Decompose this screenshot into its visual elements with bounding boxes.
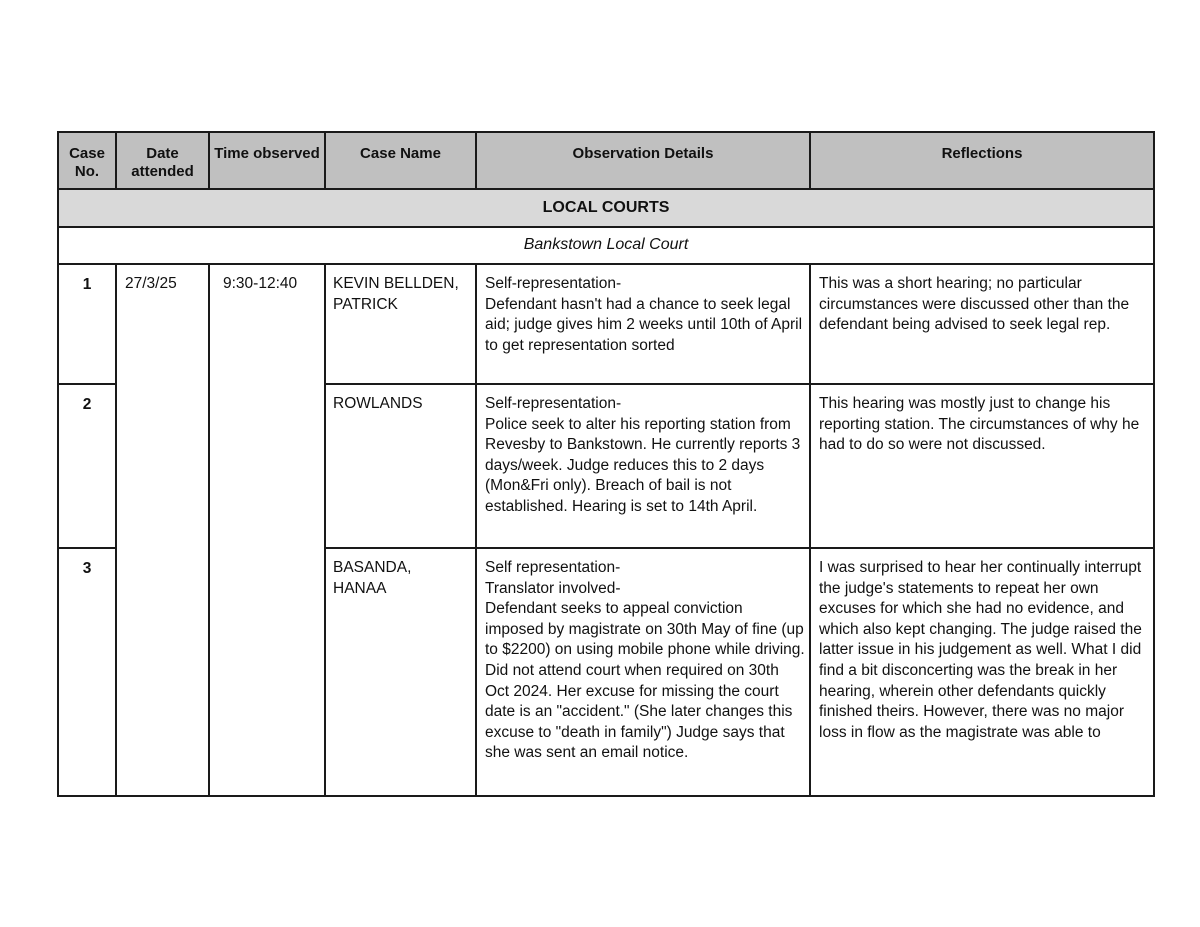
section-row xyxy=(58,189,1154,227)
details-line: Self representation- xyxy=(485,559,621,576)
details-line: Defendant hasn't had a chance to seek legal aid; judge gives him 2 weeks until 10th of April to get representation sorted xyxy=(485,295,803,354)
court-name: Bankstown Local Court xyxy=(58,227,1154,264)
details-line: Self-representation- xyxy=(485,275,622,292)
time-observed: 9:30-12:40 xyxy=(209,264,325,796)
case-name: ROWLANDS xyxy=(325,384,476,548)
details-line: Defendant seeks to appeal conviction imposed by magistrate on 30th May of fine (up to $2200) on using mobile phone while driving. Did not attend court when required on 30th Oct 2024. Her excuse for missing the court date is an "accident." (She later changes this excuse to "death in family") Judge says that she was sent an email notice. xyxy=(485,600,805,762)
section-title: LOCAL COURTS xyxy=(58,189,1154,227)
details-line: Police seek to alter his reporting station from Revesby to Bankstown. He currently reports 3 days/week. Judge reduces this to 2 days (Mon&Fri only). Breach of bail is not established. Hearing is set to 14th April. xyxy=(485,415,801,515)
case-number: 1 xyxy=(58,264,116,384)
observation-details xyxy=(476,548,810,796)
observation-details xyxy=(476,264,810,384)
date-attended: 27/3/25 xyxy=(116,264,209,796)
case-name: KEVIN BELLDEN, PATRICK xyxy=(325,264,476,384)
observation-table xyxy=(57,131,1155,797)
header-row xyxy=(58,132,1154,189)
header-time-observed: Time observed xyxy=(209,132,325,189)
reflection: This was a short hearing; no particular circumstances were discussed other than the defendant being advised to seek legal rep. xyxy=(810,264,1154,384)
header-case-name: Case Name xyxy=(325,132,476,189)
case-number: 2 xyxy=(58,384,116,548)
case-name: BASANDA, HANAA xyxy=(325,548,476,796)
details-line: Self-representation- xyxy=(485,395,622,412)
header-observation-details: Observation Details xyxy=(476,132,810,189)
case-number: 3 xyxy=(58,548,116,796)
table-row xyxy=(58,264,1154,384)
header-case-no: Case No. xyxy=(58,132,116,189)
observation-details xyxy=(476,384,810,548)
header-reflections: Reflections xyxy=(810,132,1154,189)
court-row xyxy=(58,227,1154,264)
reflection: This hearing was mostly just to change his reporting station. The circumstances of why he had to do so were not discussed. xyxy=(810,384,1154,548)
header-date-attended: Date attended xyxy=(116,132,209,189)
details-line: Translator involved- xyxy=(485,579,621,597)
reflection: I was surprised to hear her continually interrupt the judge's statements to repeat her own excuses for which she had no evidence, and which also kept changing. The judge raised the latter issue in his judgement as well. What I did find a bit disconcerting was the break in her hearing, wherein other defendants quickly finished theirs. However, there was no major loss in flow as the magistrate was able to xyxy=(810,548,1154,796)
